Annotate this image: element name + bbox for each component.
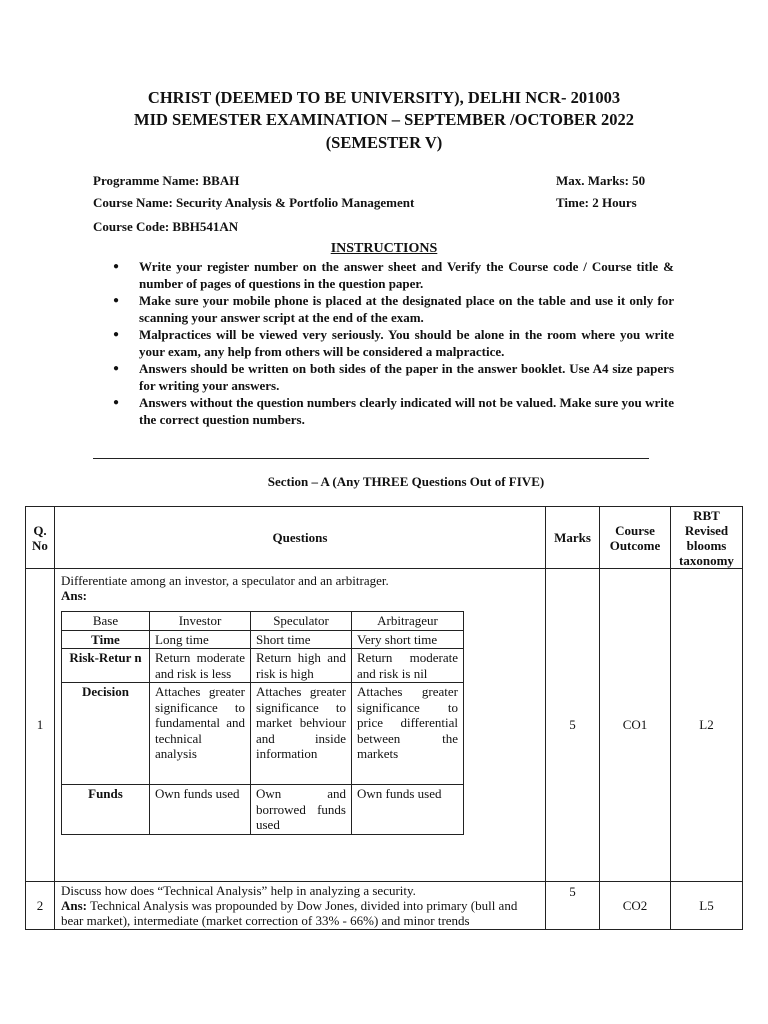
question-number: 2 (26, 882, 55, 930)
comparison-header-cell: Investor (150, 612, 251, 631)
answer-text: Technical Analysis was propounded by Dow Jones, divided into primary (bull and bear market), intermediate (market correction of 33% - 66%) and minor trends (61, 898, 518, 928)
table-row (26, 569, 743, 882)
instruction-item: ● Malpractices will be viewed very seriously. You should be alone in the room where you write your exam, any help from others will be considered a malpractice. (113, 326, 674, 360)
question-course-outcome: CO2 (600, 882, 671, 930)
comparison-cell: Attaches greater significance to fundamental and technical analysis (150, 683, 251, 785)
exam-title: MID SEMESTER EXAMINATION – SEPTEMBER /OCTOBER 2022 (134, 110, 634, 129)
comparison-row (62, 683, 464, 785)
questions-table (25, 506, 743, 930)
comparison-row (62, 630, 464, 649)
comparison-cell: Long time (150, 630, 251, 649)
programme-name: Programme Name: BBAH (93, 173, 240, 188)
comparison-cell: Own funds used (352, 785, 464, 835)
question-course-outcome: CO1 (600, 569, 671, 882)
instruction-item: ● Answers without the question numbers clearly indicated will not be valued. Make sure you write the correct question numbers. (113, 394, 674, 428)
question-text: Differentiate among an investor, a speculator and an arbitrager. (61, 573, 389, 588)
answer-paragraph (61, 898, 539, 928)
comparison-header-cell: Base (62, 612, 150, 631)
comparison-cell: Return moderate and risk is less (150, 649, 251, 683)
comparison-header-cell: Arbitrageur (352, 612, 464, 631)
comparison-cell: Attaches greater significance to market behviour and inside information (251, 683, 352, 785)
answer-label: Ans: (61, 898, 88, 913)
question-marks: 5 (546, 569, 600, 882)
comparison-row (62, 649, 464, 683)
course-code: Course Code: BBH541AN (93, 219, 239, 234)
question-marks: 5 (546, 882, 600, 930)
comparison-cell: Attaches greater significance to price differential between the markets (352, 683, 464, 785)
header-course-outcome: Course Outcome (600, 507, 671, 569)
table-row (26, 882, 743, 930)
comparison-cell: Short time (251, 630, 352, 649)
comparison-base-cell: Funds (62, 785, 150, 835)
question-number: 1 (26, 569, 55, 882)
header-questions: Questions (55, 507, 546, 569)
comparison-base-cell: Time (62, 630, 150, 649)
comparison-cell: Return moderate and risk is nil (352, 649, 464, 683)
instruction-item: ● Answers should be written on both sides of the paper in the answer booklet. Use A4 size papers for writing your answers. (113, 360, 674, 394)
comparison-base-cell: Decision (62, 683, 150, 785)
course-name: Course Name: Security Analysis & Portfolio Management (93, 195, 415, 210)
comparison-cell: Return high and risk is high (251, 649, 352, 683)
max-marks: Max. Marks: 50 (556, 173, 646, 188)
answer-label: Ans: (61, 588, 88, 603)
comparison-header-cell: Speculator (251, 612, 352, 631)
question-cell (55, 882, 546, 930)
question-rbt-level: L5 (671, 882, 743, 930)
comparison-base-cell: Risk-Retur n (62, 649, 150, 683)
comparison-header-row (62, 612, 464, 631)
header-rbt: RBT Revised blooms taxonomy (671, 507, 743, 569)
instructions-title: INSTRUCTIONS (330, 241, 438, 256)
table-header-row (26, 507, 743, 569)
comparison-cell: Very short time (352, 630, 464, 649)
question-cell (55, 569, 546, 882)
question-text: Discuss how does “Technical Analysis” help in analyzing a security. (61, 883, 416, 898)
comparison-table (61, 611, 464, 835)
instruction-item: ● Write your register number on the answer sheet and Verify the Course code / Course title & number of pages of questions in the question paper. (113, 258, 674, 292)
comparison-cell: Own and borrowed funds used (251, 785, 352, 835)
header-marks: Marks (546, 507, 600, 569)
header-qno: Q. No (26, 507, 55, 569)
separator-line (93, 458, 649, 459)
instructions-list (113, 258, 674, 428)
university-title: CHRIST (DEEMED TO BE UNIVERSITY), DELHI NCR- 201003 (147, 88, 621, 107)
exam-time: Time: 2 Hours (556, 195, 637, 210)
section-title: Section – A (Any THREE Questions Out of FIVE) (267, 474, 545, 489)
instruction-item: ● Make sure your mobile phone is placed at the designated place on the table and use it only for scanning your answer script at the end of the exam. (113, 292, 674, 326)
question-rbt-level: L2 (671, 569, 743, 882)
comparison-cell: Own funds used (150, 785, 251, 835)
comparison-row (62, 785, 464, 835)
semester-title: (SEMESTER V) (325, 133, 443, 152)
